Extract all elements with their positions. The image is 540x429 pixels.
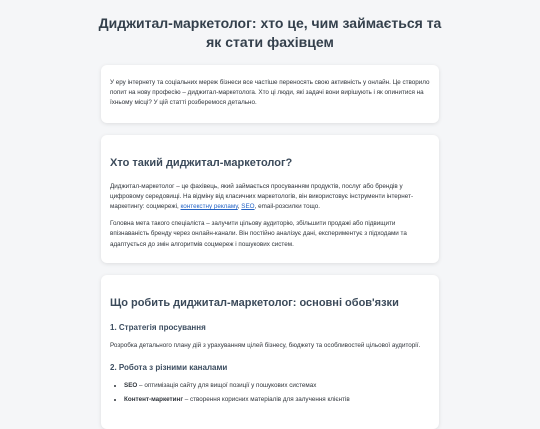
intro-paragraph: У еру інтернету та соціальних мереж бізнеси все частіше переносять свою активність у онлайн. Це створило попит на нову професію – диджитал-маркетолога. Хто ці люди, які задачі вони вирішують і як опинитися на їхньому місці? У цій статті розберемося детально. [110,79,430,107]
link-separator: , [237,203,242,211]
list-item-text: – оптимізація сайту для вищої позиції у пошукових системах [137,382,317,390]
who-heading: Хто такий диджитал-маркетолог? [110,156,293,169]
article-page [0,14,540,429]
list-item-term: Контент-маркетинг [124,396,183,404]
who-paragraph-1-start: Диджитал-маркетолог – це фахівець, який займається просуванням продуктів, послуг або брендів у цифровому середовищі. На відміну від класичних маркетологів, він використовує інструменти інтернет-маркетингу: соцмережі, [110,182,414,211]
channels-heading: 2. Робота з різними каналами [110,363,228,373]
list-item-text: – створення корисних матеріалів для залучення клієнтів [182,396,350,404]
duties-heading: Що робить диджитал-маркетолог: основні обов'язки [110,296,399,309]
who-paragraph-2: Головна мета такого спеціаліста – залучити цільову аудиторію, збільшити продажі або підвищити впізнаваність бренду через онлайн-канали. Він постійно аналізує дані, експериментує з підходами та адаптується до змін алгоритмів соцмереж і пошукових систем. [110,220,407,248]
link-seo[interactable]: SEO [241,203,255,211]
intro-card [101,65,439,123]
who-card [101,135,439,263]
list-item [124,395,430,405]
link-context-ads[interactable]: контекстну рекламу [180,203,238,211]
who-paragraph-1-end: , email-розсилки тощо. [254,203,321,211]
strategy-heading: 1. Стратегія просування [110,322,206,332]
who-paragraph-1 [110,182,430,213]
page-title: Диджитал-маркетолог: хто це, чим займається та як стати фахівцем [98,15,442,50]
duties-card [101,275,439,429]
list-item [124,381,430,391]
channels-list [110,381,430,405]
strategy-paragraph: Розробка детального плану дій з урахуванням цілей бізнесу, бюджету та особливостей цільової аудиторії. [110,341,421,349]
list-item-term: SEO [124,382,138,390]
